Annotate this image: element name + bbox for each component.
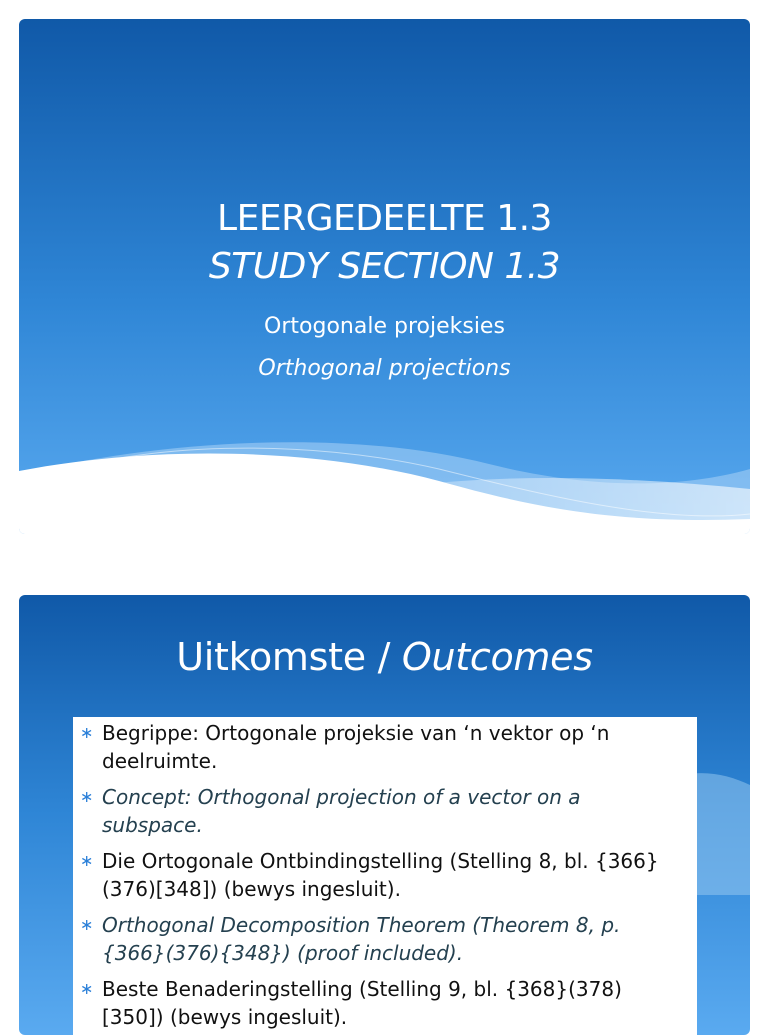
- bullet-star-icon: ∗: [80, 979, 94, 998]
- bullet-text: Begrippe: Ortogonale projeksie van ‘n vektor op ‘n deelruimte.: [102, 721, 610, 773]
- bullet-star-icon: ∗: [80, 723, 94, 742]
- bullet-text: Concept: Orthogonal projection of a vector on a subspace.: [102, 785, 581, 837]
- list-item: [80, 911, 680, 967]
- outcomes-list: [80, 719, 680, 1035]
- title-afrikaans: LEERGEDEELTE 1.3: [217, 198, 552, 239]
- list-item: [80, 719, 680, 775]
- slide-title: [19, 195, 750, 291]
- bullet-star-icon: ∗: [80, 787, 94, 806]
- slide-title: [19, 627, 750, 687]
- list-item: [80, 847, 680, 903]
- bullet-star-icon: ∗: [80, 915, 94, 934]
- subtitle-english: Orthogonal projections: [258, 356, 511, 381]
- slide-subtitle: [19, 306, 750, 390]
- bullet-text: Die Ortogonale Ontbindingstelling (Stelling 8, bl. {366}(376)[348]) (bewys ingesluit).: [102, 849, 659, 901]
- list-item: [80, 975, 680, 1031]
- title-english: STUDY SECTION 1.3: [208, 246, 561, 287]
- bullet-text: Beste Benaderingstelling (Stelling 9, bl. {368}(378)[350]) (bewys ingesluit).: [102, 977, 622, 1029]
- bullet-star-icon: ∗: [80, 851, 94, 870]
- title-english: Outcomes: [401, 635, 593, 679]
- bullet-text: Orthogonal Decomposition Theorem (Theorem 8, p. {366}(376){348}) (proof included).: [102, 913, 621, 965]
- title-slide: [19, 19, 750, 534]
- subtitle-afrikaans: Ortogonale projeksies: [264, 314, 505, 339]
- list-item: [80, 783, 680, 839]
- title-afrikaans: Uitkomste /: [176, 635, 402, 679]
- outcomes-slide: [19, 595, 750, 1035]
